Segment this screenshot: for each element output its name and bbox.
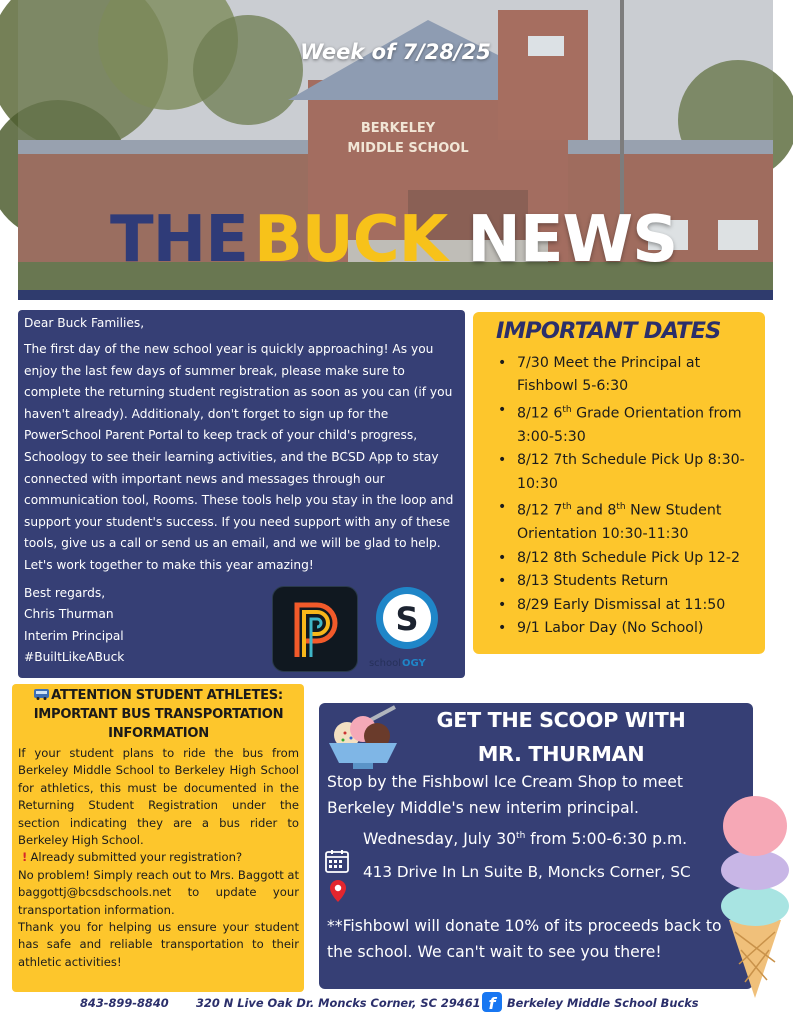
header-banner	[18, 0, 773, 290]
footer-phone[interactable]: 843-899-8840	[80, 996, 169, 1010]
svg-text:f: f	[488, 994, 496, 1013]
athletes-title: ATTENTION STUDENT ATHLETES: IMPORTANT BUS TRANSPORTATION INFORMATION	[33, 688, 284, 741]
footer-address: 320 N Live Oak Dr. Moncks Corner, SC 29461	[196, 996, 481, 1010]
principal-letter	[18, 310, 465, 678]
letter-name: Chris Thurman	[24, 607, 114, 622]
scoop-when: Wednesday, July 30th from 5:00-6:30 p.m.	[363, 830, 688, 849]
svg-text:S: S	[395, 600, 419, 638]
schoology-label-a: school	[368, 658, 401, 669]
alert-icon: !	[22, 850, 28, 865]
important-dates-title: IMPORTANT DATES	[496, 318, 721, 344]
important-dates-panel	[473, 312, 765, 654]
scoop-donation-note: **Fishbowl will donate 10% of its proceeds back to the school. We can't wait to see you there!	[327, 917, 722, 961]
location-pin-icon	[329, 879, 347, 903]
newsletter-title	[110, 200, 677, 280]
important-dates-list	[495, 352, 755, 640]
title-buck: BUCK	[253, 203, 448, 277]
athletes-para1: If your student plans to ride the bus from Berkeley Middle School to Berkeley High School for athletics, this must be documented in the Returning Student Registration under the section indicating they are a bus rider to Berkeley High School.	[18, 746, 299, 848]
scoop-location: 413 Drive In Ln Suite B, Moncks Corner, SC	[363, 863, 691, 881]
bus-icon	[34, 689, 49, 700]
athletes-bus-panel	[12, 684, 304, 992]
athletes-para3: No problem! Simply reach out to Mrs. Baggott at baggottj@bcsdschools.net to update your transportation information.	[18, 867, 299, 917]
letter-hashtag: #BuiltLikeABuck	[24, 650, 125, 665]
athletes-body	[18, 745, 299, 971]
date-item: • 8/12 8th Schedule Pick Up 12-2	[495, 547, 755, 570]
header-divider	[18, 290, 773, 300]
schoology-label-b: OGY	[402, 658, 426, 669]
title-news: NEWS	[467, 203, 678, 277]
building-sign-line1: BERKELEY	[360, 121, 436, 136]
date-item: • 8/29 Early Dismissal at 11:50	[495, 594, 755, 617]
schoology-app-icon	[368, 586, 441, 672]
scoop-intro: Stop by the Fishbowl Ice Cream Shop to meet Berkeley Middle's new interim principal.	[327, 773, 683, 817]
scoop-event-panel	[319, 703, 753, 989]
letter-role: Interim Principal	[24, 628, 124, 643]
date-item: • 7/30 Meet the Principal at Fishbowl 5-6:30	[495, 352, 755, 399]
date-item: • 8/12 7th Schedule Pick Up 8:30-10:30	[495, 449, 755, 496]
date-item: • 8/13 Students Return	[495, 570, 755, 593]
footer-facebook-link[interactable]: Berkeley Middle School Bucks	[507, 996, 699, 1010]
powerschool-app-icon	[272, 586, 358, 672]
scoop-title: GET THE SCOOP WITH MR. THURMAN	[436, 708, 686, 766]
week-label: Week of 7/28/25	[300, 40, 491, 64]
letter-closing: Best regards,	[24, 585, 106, 600]
date-item: • 8/12 6th Grade Orientation from 3:00-5:30	[495, 399, 755, 450]
footer	[0, 992, 791, 1016]
date-item: • 9/1 Labor Day (No School)	[495, 617, 755, 640]
ice-cream-cone-icon	[717, 792, 793, 1002]
calendar-icon	[325, 849, 349, 873]
letter-body: The first day of the new school year is quickly approaching! As you enjoy the last few days of summer break, please make sure to complete the returning student registration as soon as you can (if you haven't already). Additionaly, don't forget to sign up for the PowerSchool Parent Portal to keep track of your child's progress, Schoology to see their learning activities, and the BCSD App to stay connected with important news and messages through our communication tool, Rooms. These tools help you stay in the loop and support your student's success. If you need support with any of these tools, give us a call or send us an email, and we will be glad to help. Let's work together to make this year amazing!	[24, 342, 454, 572]
athletes-para4: Thank you for helping us ensure your student has safe and reliable transportation to their athletic activities!	[18, 920, 299, 969]
facebook-icon[interactable]	[482, 992, 502, 1012]
building-sign-line2: MIDDLE SCHOOL	[347, 141, 469, 156]
title-the: THE	[110, 203, 248, 277]
athletes-para2: ! Already submitted your registration?	[22, 850, 243, 865]
letter-greeting: Dear Buck Families,	[24, 316, 145, 330]
ice-cream-bowl-icon	[325, 703, 401, 773]
date-item: • 8/12 7th and 8th New Student Orientation 10:30-11:30	[495, 496, 755, 547]
